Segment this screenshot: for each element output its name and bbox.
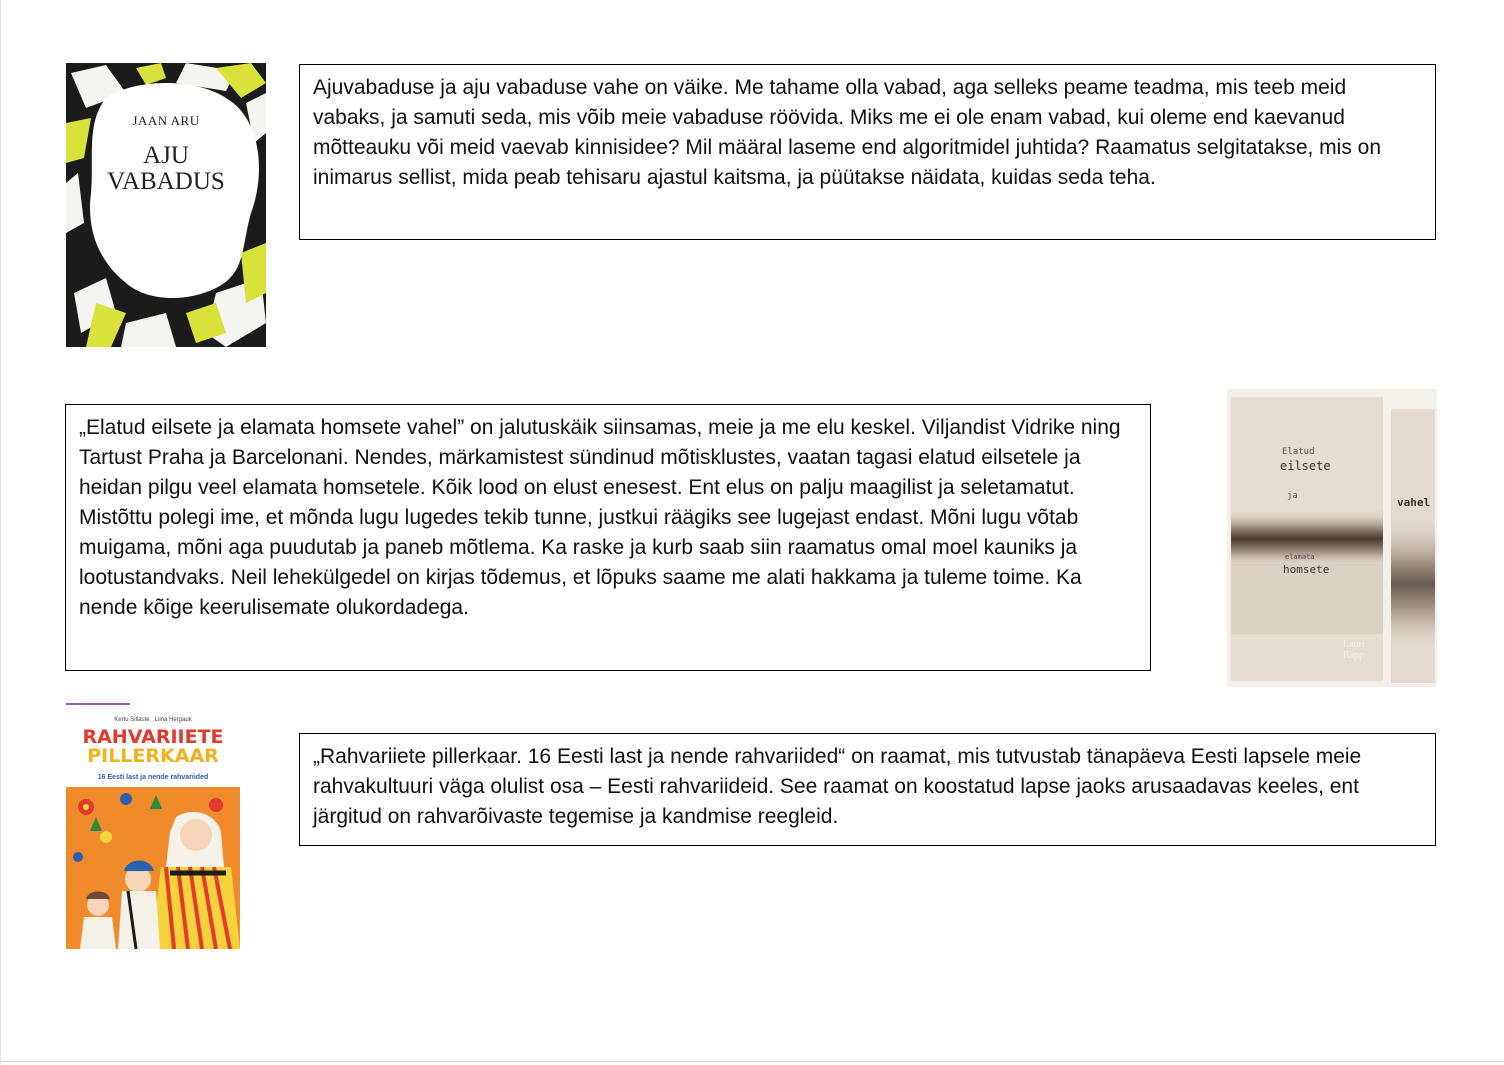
cover-title-line: RAHVARIIETE [82,726,224,748]
cover-author-line: Räpp [1343,650,1365,661]
cover-word: eilsete [1280,459,1331,473]
cover-subtitle: 16 Eesti last ja nende rahvariided [97,774,209,781]
cover-artwork [66,63,266,347]
cover-title-line: PILLERKAAR [87,745,219,767]
book-cover-rahvariiete-pillerkaar [66,703,240,949]
page-edge [0,1061,1504,1062]
cover-title-line: AJU [143,142,189,169]
cover-illustration [66,787,240,949]
book-cover-elatud-eilsete [1227,389,1437,687]
cover-author [1343,639,1365,661]
cover-word: homsete [1283,563,1330,576]
book-description: Ajuvabaduse ja aju vabaduse vahe on väike. Me tahame olla vabad, aga selleks peame teadma, mis teeb meid vabaks, ja samuti seda, mis võib meie vabaduse röövida. Miks me ei ole enam vabad, kui oleme end kaevanud mõtteauku või meid vaevab kinnisidee? Mil määral laseme end algoritmidel juhtida? Raamatus selgitatakse, mis on inimarus sellist, mida peab tehisaru ajastul kaitsma, ja püütakse näidata, kuidas seda teha. [299,64,1436,240]
page-edge [0,0,1,1065]
cover-author-line: Lauri [1343,639,1365,650]
cover-word: Elatud [1282,447,1315,457]
cover-author: JAAN ARU [132,113,200,128]
cover-artwork [1227,389,1437,687]
accent-line [66,703,130,705]
cover-title [66,143,266,195]
cover-word: ja [1287,491,1298,501]
cover-word: vahel [1397,496,1431,509]
cover-author: Liina Hergauk [154,717,192,723]
cover-author: Kertu Sillaste [114,717,150,723]
book-description: „Elatud eilsete ja elamata homsete vahel” on jalutuskäik siinsamas, meie ja me elu keskel. Viljandist Vidrike ning Tartust Praha ja Barcelonani. Nendes, märkamistest sündinud mõtisklustes, vaatan tagasi elatud eilsetele ja heidan pilgu veel elamata homsetele. Kõik lood on elust enesest. Ent elus on palju maagilist ja seletamatut. Mistõttu polegi ime, et mõnda lugu lugedes tekib tunne, justkui räägiks see lugejast endast. Mõni lugu võtab muigama, mõni aga puudutab ja paneb mõtlema. Ka raske ja kurb saab siin raamatus omal moel kauniks ja lootustandvaks. Neil lehekülgedel on kirjas tõdemus, et lõpuks saame me alati hakkama ja tuleme toime. Ka nende kõige keerulisemate olukordadega. [65,404,1151,671]
cover-authors [66,717,240,723]
book-cover-aju-vabadus [66,63,266,347]
cover-word: elamata [1285,553,1315,561]
cover-title [66,728,240,766]
cover-title-line: VABADUS [107,168,225,195]
book-description: „Rahvariiete pillerkaar. 16 Eesti last ja nende rahvariided“ on raamat, mis tutvustab tänapäeva Eesti lapsele meie rahvakultuuri väga olulist osa – Eesti rahvariideid. See raamat on koostatud lapse jaoks arusaadavas keeles, ent järgitud on rahvarõivaste tegemise ja kandmise reegleid. [299,733,1436,846]
